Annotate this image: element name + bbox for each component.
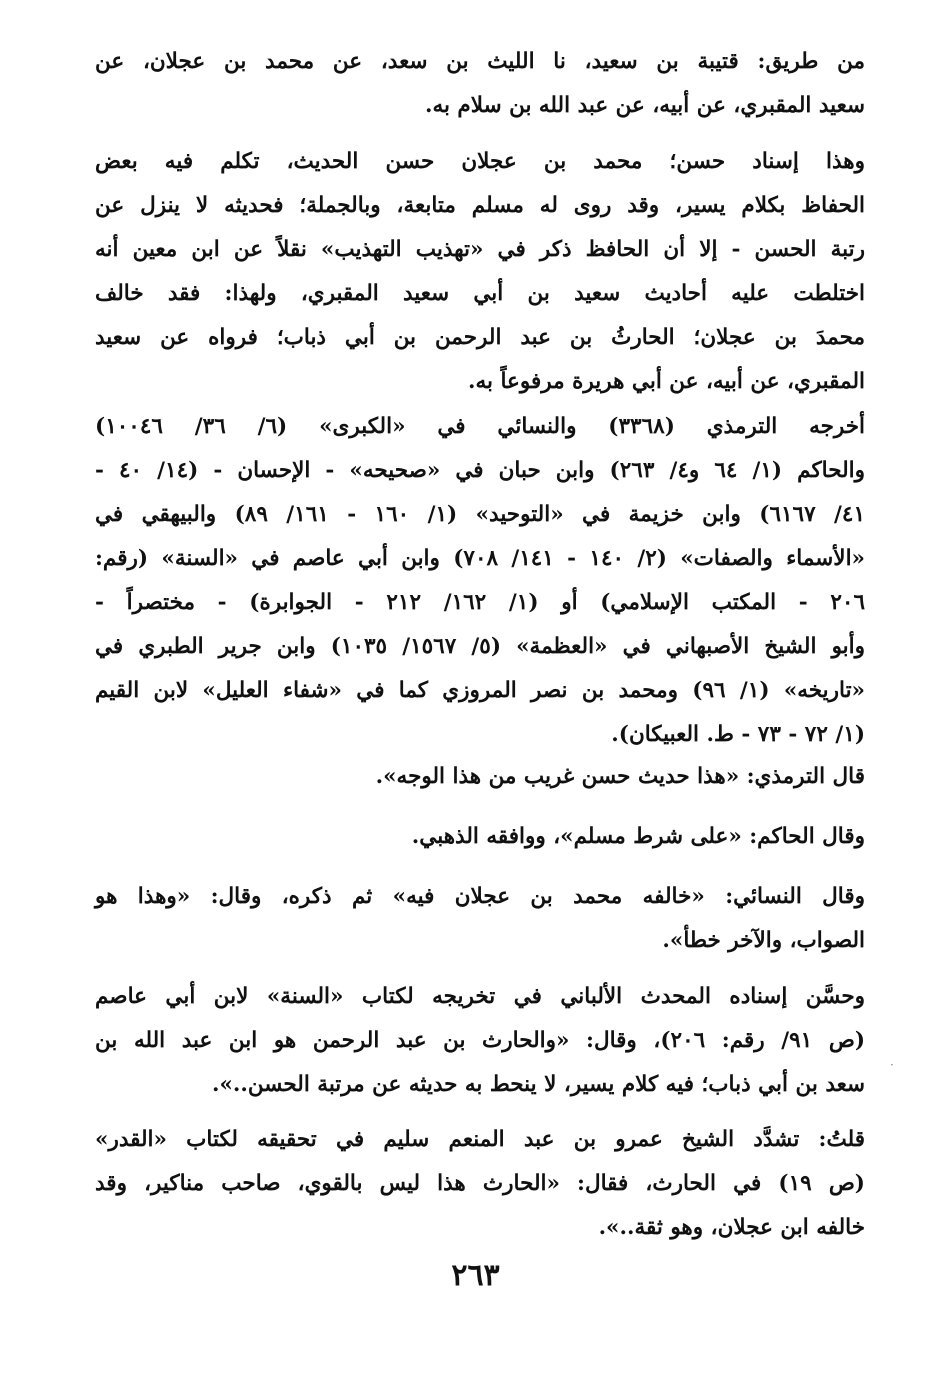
text-line: وقال النسائي: «خالفه محمد بن عجلان فيه» ثم ذكره، وقال: «وهذا هو <box>95 884 865 909</box>
text-line: وقال الحاكم: «على شرط مسلم»، ووافقه الذهبي. <box>411 824 865 849</box>
text-line: رتبة الحسن - إلا أن الحافظ ذكر في «تهذيب التهذيب» نقلاً عن ابن معين أنه <box>95 237 865 262</box>
text-line: قلتُ: تشدَّد الشيخ عمرو بن عبد المنعم سليم في تحقيقه لكتاب «القدر» <box>95 1127 865 1152</box>
text-line: الحفاظ بكلام يسير، وقد روى له مسلم متابعة، وبالجملة؛ فحديثه لا ينزل عن <box>95 193 865 218</box>
paragraph-1 <box>95 40 865 128</box>
text-line: قال الترمذي: «هذا حديث حسن غريب من هذا الوجه». <box>375 764 865 789</box>
text-line: (١/ ٧٢ - ٧٣ - ط. العبيكان). <box>611 722 865 747</box>
text-line: (ص ١٩) في الحارث، فقال: «الحارث هذا ليس بالقوي، صاحب مناكير، وقد <box>95 1171 865 1196</box>
text-line: وهذا إسناد حسن؛ محمد بن عجلان حسن الحديث، تكلم فيه بعض <box>95 149 865 174</box>
paragraph-6 <box>95 875 865 963</box>
paragraph-4 <box>95 755 865 799</box>
text-line: وحسَّن إسناده المحدث الألباني في تخريجه لكتاب «السنة» لابن أبي عاصم <box>95 984 865 1009</box>
text-line: سعد بن أبي ذباب؛ فيه كلام يسير، لا ينحط به حديثه عن مرتبة الحسن..». <box>211 1072 865 1097</box>
text-line: المقبري، عن أبيه، عن أبي هريرة مرفوعاً به. <box>468 369 865 394</box>
text-line: خالفه ابن عجلان، وهو ثقة..». <box>598 1215 865 1240</box>
text-line: أخرجه الترمذي (٣٣٦٨) والنسائي في «الكبرى» (٦/ ٣٦/ ١٠٠٤٦) <box>95 414 866 439</box>
paragraph-7 <box>95 975 865 1107</box>
text-line: سعيد المقبري، عن أبيه، عن عبد الله بن سلام به. <box>424 93 865 118</box>
text-line: ٢٠٦ - المكتب الإسلامي) أو (١/ ١٦٢/ ٢١٢ - الجوابرة) - مختصراً - <box>95 590 865 615</box>
paragraph-8 <box>95 1118 865 1250</box>
text-line: محمدَ بن عجلان؛ الحارثُ بن عبد الرحمن بن أبي ذباب؛ فرواه عن سعيد <box>95 325 865 350</box>
paragraph-5 <box>95 815 865 859</box>
text-line: «تاريخه» (١/ ٩٦) ومحمد بن نصر المروزي كما في «شفاء العليل» لابن القيم <box>95 678 865 703</box>
margin-speck: · <box>890 1058 894 1072</box>
text-line: (ص ٩١/ رقم: ٢٠٦)، وقال: «والحارث بن عبد الرحمن هو ابن عبد الله بن <box>95 1028 865 1053</box>
text-line: من طريق: قتيبة بن سعيد، نا الليث بن سعد، عن محمد بن عجلان، عن <box>95 49 865 74</box>
text-line: الصواب، والآخر خطأ». <box>662 928 865 953</box>
paragraph-3 <box>95 405 865 757</box>
text-line: والحاكم (١/ ٦٤ و٤/ ٢٦٣) وابن حبان في «صحيحه» - الإحسان - (١٤/ ٤٠ - <box>95 458 866 483</box>
page-number: ٢٦٣ <box>451 1258 500 1293</box>
text-line: ٤١/ ٦١٦٧) وابن خزيمة في «التوحيد» (١/ ١٦٠ - ١٦١/ ٨٩) والبيهقي في <box>95 502 866 527</box>
paragraph-2 <box>95 140 865 404</box>
text-line: «الأسماء والصفات» (٢/ ١٤٠ - ١٤١/ ٧٠٨) وابن أبي عاصم في «السنة» (رقم: <box>95 546 865 571</box>
text-line: اختلطت عليه أحاديث سعيد بن أبي سعيد المقبري، ولهذا: فقد خالف <box>95 281 865 306</box>
text-line: وأبو الشيخ الأصبهاني في «العظمة» (٥/ ١٥٦٧/ ١٠٣٥) وابن جرير الطبري في <box>95 634 866 659</box>
